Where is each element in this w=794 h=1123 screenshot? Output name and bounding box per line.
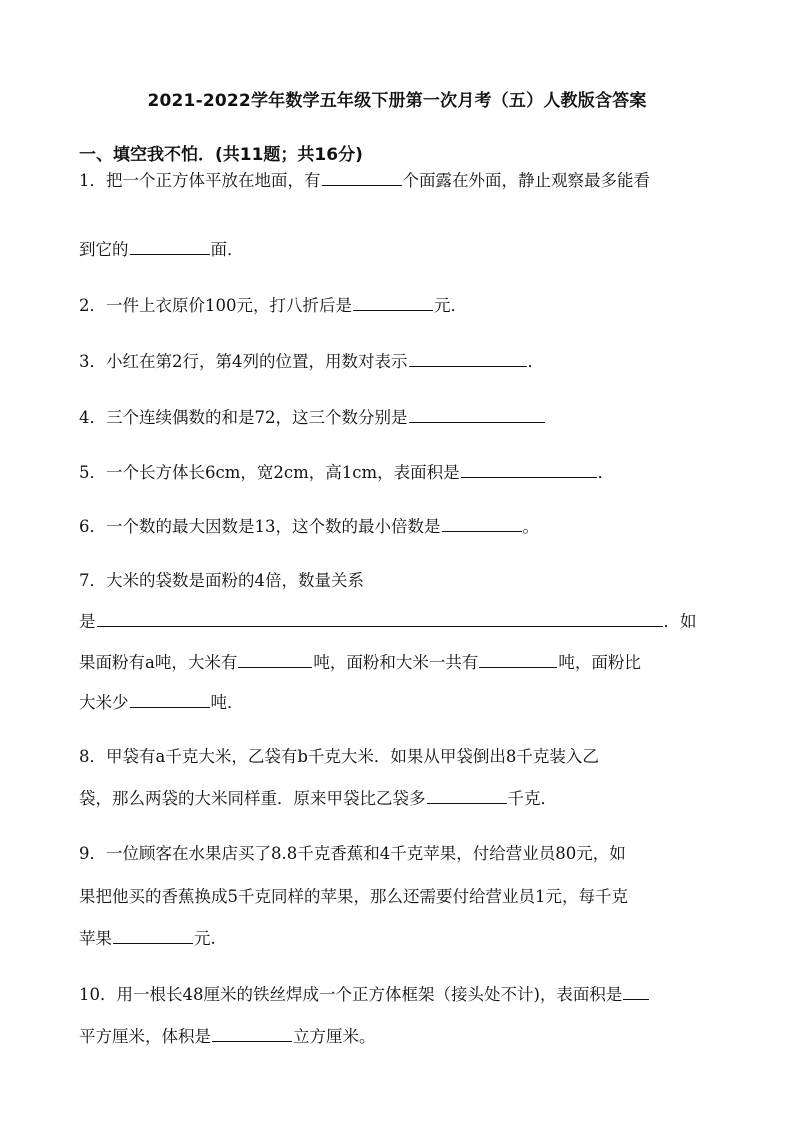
question-8-line-1 (79, 745, 599, 769)
question-text: 面． (210, 240, 244, 259)
answer-blank[interactable] (113, 926, 193, 944)
answer-blank[interactable] (623, 982, 649, 1000)
answer-blank[interactable] (442, 514, 522, 532)
question-text: 1．把一个正方体平放在地面，有 (79, 171, 321, 190)
question-text: 袋，那么两袋的大米同样重．原来甲袋比乙袋多 (79, 789, 426, 808)
question-text: ． (597, 463, 615, 482)
question-text: 10．用一根长48厘米的铁丝焊成一个正方体框架（接头处不计)，表面积是 (79, 985, 623, 1004)
answer-blank[interactable] (427, 786, 507, 804)
question-text: 立方厘米。 (293, 1027, 376, 1046)
question-text: 果把他买的香蕉换成5千克同样的苹果，那么还需要付给营业员1元，每千克 (79, 887, 628, 906)
question-text: 8．甲袋有a千克大米，乙袋有b千克大米．如果从甲袋倒出8千克装入乙 (79, 747, 599, 766)
question-1-line-1 (79, 168, 650, 193)
section-heading: 一、填空我不怕．(共11题；共16分) (79, 145, 363, 165)
question-text: ．如 (663, 612, 697, 631)
question-text: 苹果 (79, 929, 112, 948)
question-text: 千克． (507, 789, 557, 808)
question-5 (79, 460, 614, 485)
answer-blank[interactable] (461, 460, 597, 478)
question-9-line-3 (79, 926, 216, 951)
question-text: 吨，面粉和大米一共有 (313, 653, 479, 672)
question-7-line-4 (79, 690, 244, 715)
question-text: 5．一个长方体长6cm，宽2cm，高1cm，表面积是 (79, 463, 460, 482)
answer-blank[interactable] (409, 405, 545, 423)
answer-blank[interactable] (479, 650, 557, 668)
question-text: 4．三个连续偶数的和是72，这三个数分别是 (79, 408, 408, 427)
question-text: 6．一个数的最大因数是13，这个数的最小倍数是 (79, 517, 441, 536)
question-text: 。 (522, 517, 539, 536)
question-text: 元. (194, 929, 216, 948)
question-7-line-3 (79, 650, 641, 675)
question-4 (79, 405, 546, 430)
question-9-line-1 (79, 842, 626, 866)
question-text: 7．大米的袋数是面粉的4倍，数量关系 (79, 571, 364, 590)
question-3 (79, 349, 544, 374)
question-text: 3．小红在第2行，第4列的位置，用数对表示 (79, 352, 408, 371)
question-text: 吨，面粉比 (558, 653, 641, 672)
answer-blank[interactable] (353, 293, 433, 311)
question-text: 元． (434, 296, 467, 315)
question-text: 到它的 (79, 240, 129, 259)
answer-blank[interactable] (130, 237, 210, 255)
question-text: 2．一件上衣原价100元，打八折后是 (79, 296, 352, 315)
question-2 (79, 293, 467, 318)
question-text: ． (527, 352, 544, 371)
question-10-line-2 (79, 1024, 376, 1049)
document-title: 2021-2022学年数学五年级下册第一次月考（五）人教版含答案 (147, 91, 647, 111)
answer-blank[interactable] (238, 650, 312, 668)
question-1-line-2 (79, 237, 244, 262)
question-text: 大米少 (79, 693, 129, 712)
question-6 (79, 514, 539, 539)
question-7-line-1 (79, 569, 364, 593)
answer-blank[interactable] (322, 168, 402, 186)
question-text: 个面露在外面，静止观察最多能看 (402, 171, 650, 190)
question-text: 是 (79, 612, 96, 631)
answer-blank[interactable] (212, 1024, 292, 1042)
question-text: 9．一位顾客在水果店买了8.8千克香蕉和4千克苹果，付给营业员80元，如 (79, 844, 626, 863)
answer-blank[interactable] (130, 690, 210, 708)
answer-blank[interactable] (409, 349, 527, 367)
question-text: 果面粉有a吨，大米有 (79, 653, 238, 672)
question-7-line-2 (79, 609, 697, 634)
question-text: 平方厘米，体积是 (79, 1027, 211, 1046)
question-8-line-2 (79, 786, 557, 811)
question-10-line-1 (79, 982, 650, 1007)
question-text: 吨． (210, 693, 244, 712)
answer-blank[interactable] (97, 609, 663, 627)
question-9-line-2 (79, 885, 628, 909)
